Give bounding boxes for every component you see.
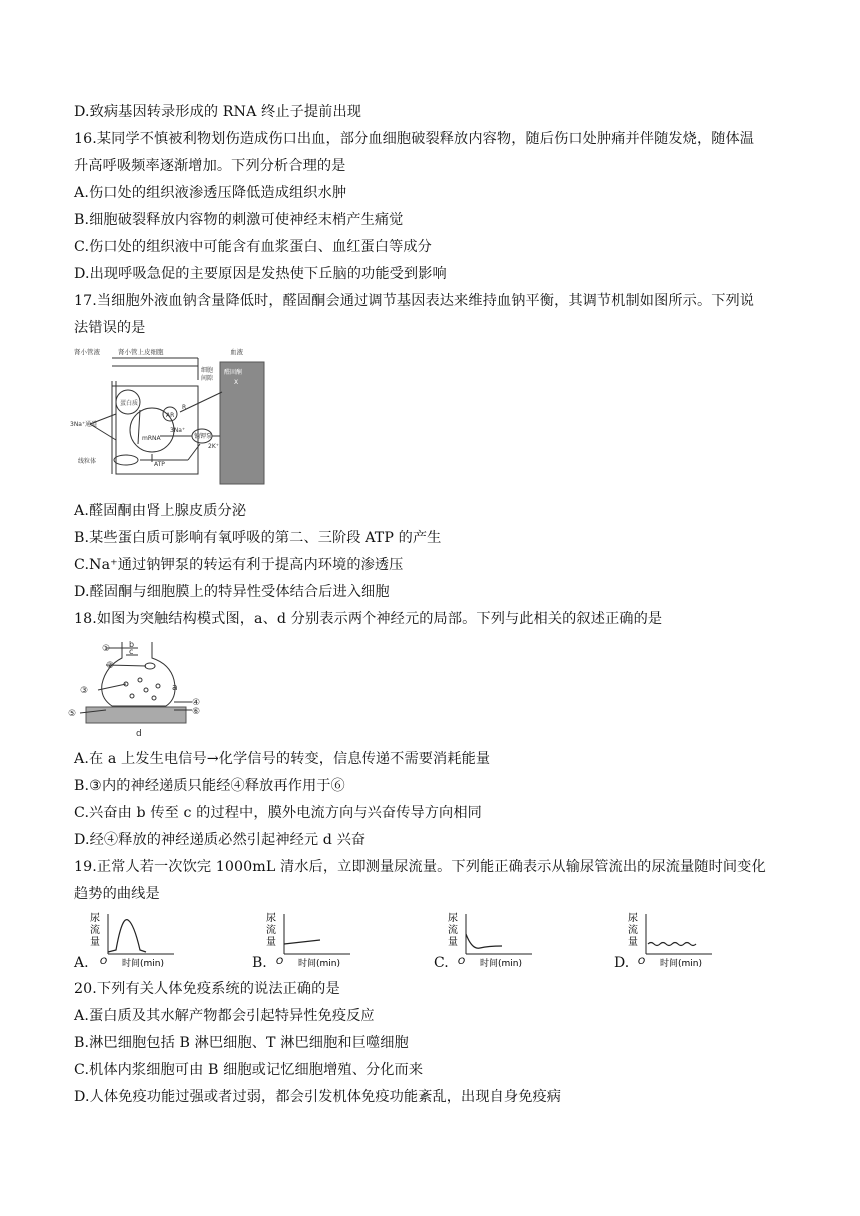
label-d: d (136, 729, 142, 739)
label-n6: ⑥ (192, 707, 201, 717)
q16-stem-line2: 升高呼吸频率逐渐增加。下列分析合理的是 (74, 158, 346, 174)
svg-text:流: 流 (628, 925, 638, 936)
label-r: R (182, 404, 187, 411)
q20-option-a: A.蛋白质及其水解产物都会引起特异性免疫反应 (74, 1008, 375, 1024)
svg-text:O: O (458, 957, 466, 967)
svg-text:流: 流 (90, 925, 100, 936)
svg-text:时间(min): 时间(min) (660, 959, 702, 969)
postsynaptic-membrane (86, 707, 186, 723)
svg-text:尿: 尿 (628, 913, 638, 924)
q19-option-b-label: B. (252, 955, 267, 971)
q20-option-d: D.人体免疫功能过强或者过弱，都会引发机体免疫功能紊乱，出现自身免疫病 (74, 1089, 562, 1105)
label-mrna: mRNA (142, 435, 161, 442)
label-aldosterone: 醛固酮 (224, 369, 243, 376)
q18-stem: 18.如图为突触结构模式图，a、d 分别表示两个神经元的局部。下列与此相关的叙述正确的是 (74, 611, 663, 627)
curve-c (466, 934, 502, 948)
svg-text:时间(min): 时间(min) (298, 959, 340, 969)
svg-text:O: O (100, 957, 108, 967)
label-blood: 血液 (230, 348, 243, 356)
q19-graph-c (446, 910, 538, 970)
label-c: c (129, 647, 134, 656)
q17-option-d: D.醛固酮与细胞膜上的特异性受体结合后进入细胞 (74, 584, 390, 600)
q20-option-b: B.淋巴细胞包括 B 淋巴细胞、T 淋巴细胞和巨噬细胞 (74, 1035, 409, 1051)
label-2k: 2K⁺ (208, 443, 219, 450)
q19-stem-line2: 趋势的曲线是 (74, 886, 160, 902)
curve-b (284, 940, 320, 944)
q17-stem-line2: 法错误的是 (74, 320, 146, 336)
q20-option-c: C.机体内浆细胞可由 B 细胞或记忆细胞增殖、分化而来 (74, 1062, 424, 1078)
q18-option-d: D.经④释放的神经递质必然引起神经元 d 兴奋 (74, 832, 366, 848)
q19-graph-d (626, 910, 718, 970)
q19-option-d-label: D. (614, 955, 630, 971)
q20-stem: 20.下列有关人体免疫系统的说法正确的是 (74, 981, 340, 997)
q19-option-a-label: A. (74, 955, 89, 971)
q17-option-c: C.Na⁺通过钠钾泵的转运有利于提高内环境的渗透压 (74, 557, 404, 573)
q19-stem-line1: 19.正常人若一次饮完 1000mL 清水后，立即测量尿流量。下列能正确表示从输尿管流出的尿流量随时间变化 (74, 859, 766, 875)
label-n5: ⑤ (68, 709, 77, 719)
label-epithelial: 肾小管上皮细胞 (118, 348, 164, 356)
label-n1: ① (102, 644, 111, 654)
svg-text:量: 量 (628, 937, 638, 948)
label-n4: ④ (192, 698, 201, 708)
svg-text:时间(min): 时间(min) (122, 959, 164, 969)
label-tubule: 肾小管液 (74, 348, 100, 356)
q19-option-c-label: C. (434, 955, 449, 971)
q18-option-b: B.③内的神经递质只能经④释放再作用于⑥ (74, 778, 345, 794)
label-interstitial-1: 细胞 (201, 367, 214, 374)
q17-option-a: A.醛固酮由肾上腺皮质分泌 (74, 503, 247, 519)
label-x: X (234, 379, 239, 386)
q16-option-d: D.出现呼吸急促的主要原因是发热使下丘脑的功能受到影响 (74, 266, 447, 282)
label-protein: 蛋白质 (120, 400, 139, 407)
label-pump: 钠钾泵 (194, 433, 213, 440)
q17-stem-line1: 17.当细胞外液血钠含量降低时，醛固酮会通过调节基因表达来维持血钠平衡，其调节机制如图所示。下列说 (74, 293, 755, 309)
q16-option-c: C.伤口处的组织液中可能含有血浆蛋白、血红蛋白等成分 (74, 239, 432, 255)
q16-option-b: B.细胞破裂释放内容物的刺激可使神经末梢产生痛觉 (74, 212, 404, 228)
svg-text:尿: 尿 (90, 913, 100, 924)
curve-a (108, 920, 146, 952)
label-ar: AR (166, 412, 175, 419)
q18-option-c: C.兴奋由 b 传至 c 的过程中，膜外电流方向与兴奋传导方向相同 (74, 805, 482, 821)
label-3na: 3Na⁺ (170, 427, 186, 434)
svg-text:O: O (276, 957, 284, 967)
svg-text:O: O (638, 957, 646, 967)
label-a: a (172, 683, 178, 693)
label-atp: ATP (154, 461, 165, 468)
q19-graph-a (88, 910, 180, 970)
label-n3: ③ (80, 686, 89, 696)
svg-text:量: 量 (448, 937, 458, 948)
q19-graph-b (264, 910, 356, 970)
svg-text:流: 流 (266, 925, 276, 936)
q15-option-d: D.致病基因转录形成的 RNA 终止子提前出现 (74, 104, 362, 120)
label-channel: 3Na⁺通道 (70, 421, 98, 428)
q16-stem-line1: 16.某同学不慎被利物划伤造成伤口出血，部分血细胞破裂释放内容物，随后伤口处肿痛并伴随发烧，随体温 (74, 131, 755, 147)
label-mito: 线粒体 (78, 458, 97, 465)
blood-column (220, 362, 264, 484)
synapse-figure (66, 640, 206, 740)
svg-text:量: 量 (266, 937, 276, 948)
svg-text:量: 量 (90, 937, 100, 948)
svg-text:时间(min): 时间(min) (480, 959, 522, 969)
label-n2: ② (106, 661, 115, 671)
svg-text:流: 流 (448, 925, 458, 936)
aldosterone-mechanism-figure (70, 344, 270, 486)
svg-text:尿: 尿 (448, 913, 458, 924)
q17-option-b: B.某些蛋白质可影响有氧呼吸的第二、三阶段 ATP 的产生 (74, 530, 442, 546)
label-b: b (129, 640, 135, 649)
q18-option-a: A.在 a 上发生电信号→化学信号的转变，信息传递不需要消耗能量 (74, 751, 491, 767)
q16-option-a: A.伤口处的组织液渗透压降低造成组织水肿 (74, 185, 347, 201)
svg-text:尿: 尿 (266, 913, 276, 924)
curve-d (648, 943, 696, 946)
label-interstitial-2: 间隙 (201, 375, 214, 382)
